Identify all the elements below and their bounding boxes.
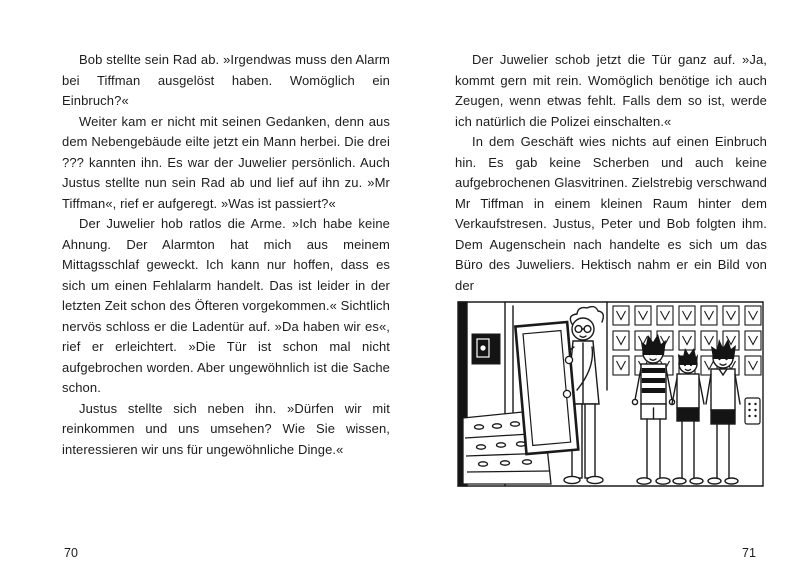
wall-safe	[472, 334, 500, 364]
paragraph: Der Juwelier hob ratlos die Arme. »Ich habe keine Ahnung. Der Alarmton hat mich aus meinem Mittagsschlaf geweckt. Ich kann nur hoffen, dass es sich um einen Fehlalarm handelt. Das ist leider in der letzten Zeit schon des Öfteren vorgekommen.« Sichtlich nervös schloss er die Ladentür auf. »Da haben wir es«, rief er erleichtert. »Die Tür ist schon mal nicht aufgebrochen worden. Aber ungewöhnlich ist die Sache schon.	[62, 216, 390, 395]
page-number-right: 71	[742, 546, 756, 560]
picture-frame	[515, 322, 578, 454]
page-right-text	[455, 50, 767, 296]
illustration-jewelry-shop	[455, 298, 767, 500]
paragraph: Bob stellte sein Rad ab. »Irgendwas muss den Alarm bei Tiffman ausgelöst haben. Womöglich ein Einbruch?«	[62, 52, 390, 108]
paragraph: Der Juwelier schob jetzt die Tür ganz auf. »Ja, kommt gern mit rein. Womöglich benötige ich auch Zeugen, wenn etwas fehlt. Falls dem so ist, werde ich natürlich die Polizei einschalten.«	[455, 52, 767, 129]
jeweler-hand	[565, 356, 572, 363]
page-left-text	[62, 50, 390, 460]
boy-figure-2	[672, 348, 704, 484]
jeweler-hand	[563, 390, 570, 397]
paragraph: In dem Geschäft wies nichts auf einen Einbruch hin. Es gab keine Scherben und auch keine aufgebrochenen Glasvitrinen. Zielstrebig verschwand Mr Tiffman in einem kleinen Raum hinter dem Verkaufstresen. Justus, Peter und Bob folgten ihm. Dem Augenschein nach handelte es sich um das Büro des Juweliers. Hektisch nahm er ein Bild von der	[455, 134, 767, 293]
page-number-left: 70	[64, 546, 78, 560]
page-right	[400, 0, 800, 580]
paragraph: Justus stellte sich neben ihn. »Dürfen wir mit reinkommen und uns umsehen? Wie Sie wissen, interessieren wir uns für ungewöhnliche Dinge.«	[62, 400, 390, 457]
paragraph: Weiter kam er nicht mit seinen Gedanken, denn aus dem Nebengebäude eilte jetzt ein Mann herbei. Die drei ??? kannten ihn. Es war der Juwelier persönlich. Auch Justus stellte nun sein Rad ab und lief auf ihn zu. »Mr Tiffman«, rief er aufgeregt. »Was ist passiert?«	[62, 113, 390, 211]
keypad-device	[745, 398, 760, 424]
